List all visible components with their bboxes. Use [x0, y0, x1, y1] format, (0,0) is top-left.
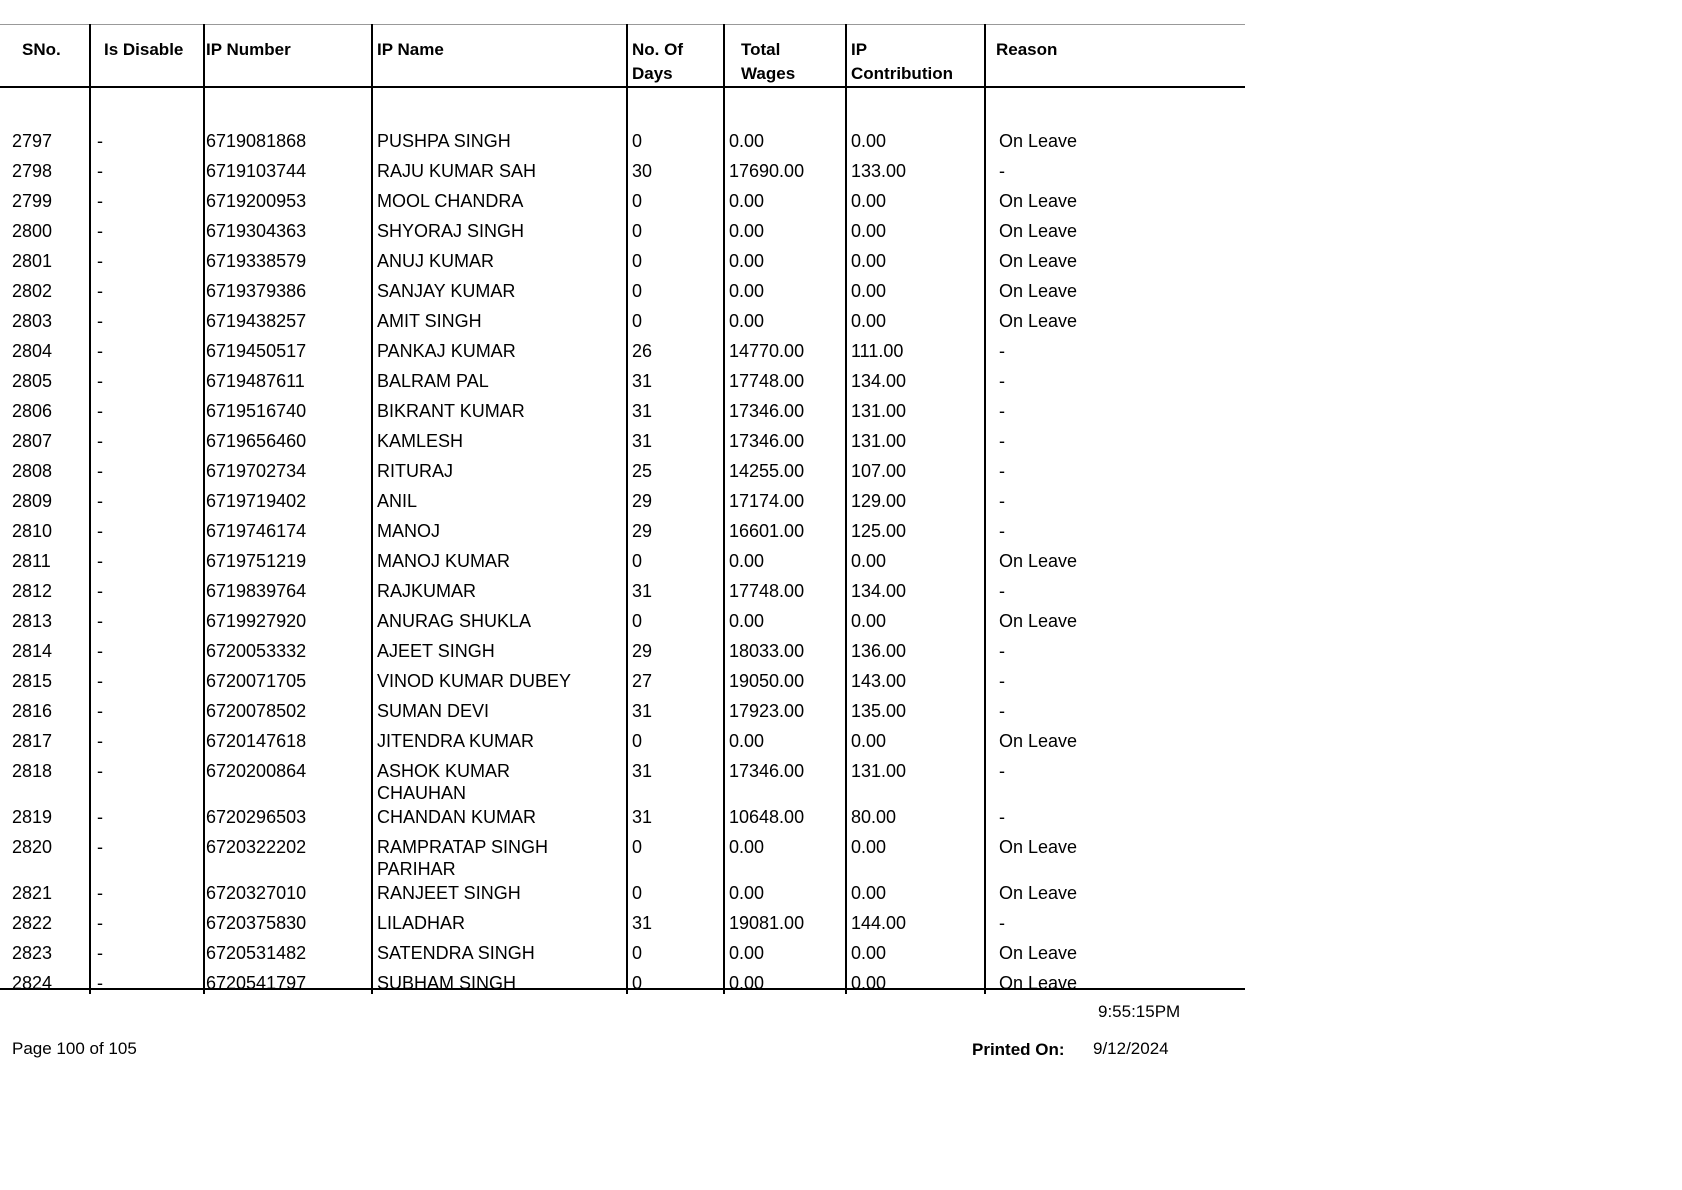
cell-reason: -: [999, 807, 1005, 827]
cell-sno: 2821: [12, 883, 53, 903]
cell-sno: 2810: [12, 521, 53, 541]
cell-days: 26: [632, 341, 653, 361]
cell-wages: 0.00: [729, 221, 765, 241]
cell-reason: -: [999, 671, 1005, 691]
cell-days: 0: [632, 837, 643, 857]
cell-wages: 17923.00: [729, 701, 805, 721]
cell-ip-name: ASHOK KUMAR CHAUHAN: [377, 761, 511, 803]
cell-ip-name: MOOL CHANDRA: [377, 191, 524, 211]
cell-reason: On Leave: [999, 943, 1078, 963]
cell-reason: -: [999, 641, 1005, 661]
column-divider: [203, 24, 205, 994]
cell-wages: 17346.00: [729, 401, 805, 421]
cell-reason: On Leave: [999, 837, 1078, 857]
cell-days: 0: [632, 943, 643, 963]
printed-on-label: Printed On:: [972, 1040, 1065, 1059]
cell-contribution: 0.00: [851, 611, 887, 631]
cell-contribution: 0.00: [851, 837, 887, 857]
cell-ip-number: 6719338579: [206, 251, 307, 271]
cell-reason: -: [999, 371, 1005, 391]
cell-sno: 2818: [12, 761, 53, 781]
cell-ip-number: 6720327010: [206, 883, 307, 903]
cell-sno: 2797: [12, 131, 53, 151]
cell-contribution: 0.00: [851, 973, 887, 993]
cell-ip-name: MANOJ KUMAR: [377, 551, 511, 571]
cell-ip-number: 6719200953: [206, 191, 307, 211]
cell-reason: -: [999, 913, 1005, 933]
cell-sno: 2819: [12, 807, 53, 827]
cell-reason: -: [999, 521, 1005, 541]
cell-ip-name: JITENDRA KUMAR: [377, 731, 535, 751]
cell-ip-name: BIKRANT KUMAR: [377, 401, 525, 421]
cell-sno: 2817: [12, 731, 53, 751]
cell-contribution: 129.00: [851, 491, 907, 511]
cell-ip-number: 6720322202: [206, 837, 307, 857]
cell-contribution: 0.00: [851, 191, 887, 211]
cell-contribution: 0.00: [851, 281, 887, 301]
cell-ip-name: ANURAG SHUKLA: [377, 611, 532, 631]
cell-reason: On Leave: [999, 973, 1078, 993]
cell-contribution: 133.00: [851, 161, 907, 181]
cell-sno: 2800: [12, 221, 53, 241]
cell-wages: 17346.00: [729, 431, 805, 451]
cell-ip-name: AMIT SINGH: [377, 311, 482, 331]
cell-is-disable: -: [97, 341, 103, 361]
cell-ip-number: 6719839764: [206, 581, 307, 601]
cell-sno: 2816: [12, 701, 53, 721]
cell-days: 0: [632, 883, 643, 903]
cell-sno: 2815: [12, 671, 53, 691]
cell-sno: 2802: [12, 281, 53, 301]
cell-contribution: 134.00: [851, 581, 907, 601]
cell-days: 31: [632, 913, 653, 933]
cell-contribution: 0.00: [851, 251, 887, 271]
cell-wages: 17748.00: [729, 581, 805, 601]
cell-days: 0: [632, 311, 643, 331]
cell-wages: 0.00: [729, 973, 765, 993]
cell-days: 29: [632, 491, 653, 511]
cell-is-disable: -: [97, 671, 103, 691]
cell-is-disable: -: [97, 401, 103, 421]
cell-is-disable: -: [97, 551, 103, 571]
printed-date: 9/12/2024: [1093, 1039, 1169, 1058]
cell-ip-name: SANJAY KUMAR: [377, 281, 516, 301]
cell-contribution: 131.00: [851, 431, 907, 451]
cell-days: 0: [632, 281, 643, 301]
cell-days: 31: [632, 401, 653, 421]
cell-days: 31: [632, 581, 653, 601]
cell-sno: 2823: [12, 943, 53, 963]
cell-sno: 2804: [12, 341, 53, 361]
cell-is-disable: -: [97, 761, 103, 781]
cell-ip-name: KAMLESH: [377, 431, 464, 451]
cell-ip-number: 6719516740: [206, 401, 307, 421]
cell-reason: On Leave: [999, 551, 1078, 571]
header-ip-name: IP Name: [377, 40, 444, 59]
cell-wages: 10648.00: [729, 807, 805, 827]
cell-wages: 0.00: [729, 943, 765, 963]
cell-reason: -: [999, 491, 1005, 511]
header-is-disable: Is Disable: [104, 40, 184, 59]
column-divider: [723, 24, 725, 994]
cell-wages: 17346.00: [729, 761, 805, 781]
cell-contribution: 0.00: [851, 131, 887, 151]
cell-is-disable: -: [97, 731, 103, 751]
cell-is-disable: -: [97, 371, 103, 391]
cell-ip-name: ANIL: [377, 491, 418, 511]
cell-is-disable: -: [97, 281, 103, 301]
cell-wages: 19081.00: [729, 913, 805, 933]
cell-days: 27: [632, 671, 653, 691]
cell-reason: On Leave: [999, 883, 1078, 903]
cell-is-disable: -: [97, 973, 103, 993]
cell-days: 31: [632, 761, 653, 781]
header-no-of-days: No. Of Days: [632, 40, 683, 83]
cell-is-disable: -: [97, 581, 103, 601]
cell-contribution: 131.00: [851, 761, 907, 781]
cell-is-disable: -: [97, 837, 103, 857]
cell-ip-name: RANJEET SINGH: [377, 883, 521, 903]
cell-is-disable: -: [97, 491, 103, 511]
cell-wages: 19050.00: [729, 671, 805, 691]
cell-ip-number: 6719450517: [206, 341, 307, 361]
cell-days: 0: [632, 191, 643, 211]
cell-wages: 17748.00: [729, 371, 805, 391]
column-divider: [984, 24, 986, 994]
cell-days: 29: [632, 641, 653, 661]
cell-ip-name: PUSHPA SINGH: [377, 131, 511, 151]
cell-sno: 2814: [12, 641, 53, 661]
cell-contribution: 80.00: [851, 807, 897, 827]
cell-wages: 14770.00: [729, 341, 805, 361]
cell-ip-number: 6720078502: [206, 701, 307, 721]
cell-is-disable: -: [97, 431, 103, 451]
cell-contribution: 0.00: [851, 221, 887, 241]
cell-ip-number: 6719656460: [206, 431, 307, 451]
cell-is-disable: -: [97, 191, 103, 211]
cell-ip-name: RAJU KUMAR SAH: [377, 161, 537, 181]
cell-ip-number: 6719103744: [206, 161, 307, 181]
cell-ip-number: 6720200864: [206, 761, 307, 781]
cell-ip-name: BALRAM PAL: [377, 371, 489, 391]
cell-contribution: 0.00: [851, 311, 887, 331]
cell-contribution: 136.00: [851, 641, 907, 661]
cell-wages: 0.00: [729, 611, 765, 631]
cell-is-disable: -: [97, 221, 103, 241]
cell-contribution: 0.00: [851, 943, 887, 963]
cell-ip-name: LILADHAR: [377, 913, 466, 933]
cell-is-disable: -: [97, 161, 103, 181]
cell-ip-name: CHANDAN KUMAR: [377, 807, 537, 827]
header-reason: Reason: [996, 40, 1058, 59]
column-divider: [89, 24, 91, 994]
cell-is-disable: -: [97, 913, 103, 933]
cell-ip-number: 6719927920: [206, 611, 307, 631]
cell-wages: 0.00: [729, 551, 765, 571]
header-sno: SNo.: [22, 40, 61, 59]
cell-contribution: 135.00: [851, 701, 907, 721]
table-header: [0, 24, 1245, 88]
cell-days: 0: [632, 611, 643, 631]
cell-wages: 0.00: [729, 281, 765, 301]
cell-days: 0: [632, 731, 643, 751]
table-bottom-rule: [0, 988, 1245, 990]
cell-sno: 2806: [12, 401, 53, 421]
cell-days: 0: [632, 251, 643, 271]
cell-reason: On Leave: [999, 131, 1078, 151]
cell-is-disable: -: [97, 311, 103, 331]
cell-reason: On Leave: [999, 731, 1078, 751]
cell-days: 25: [632, 461, 653, 481]
cell-ip-number: 6720541797: [206, 973, 307, 993]
cell-sno: 2811: [12, 551, 51, 571]
cell-sno: 2809: [12, 491, 53, 511]
cell-sno: 2822: [12, 913, 53, 933]
cell-reason: -: [999, 701, 1005, 721]
printed-time: 9:55:15PM: [1098, 1002, 1181, 1021]
cell-ip-name: PANKAJ KUMAR: [377, 341, 516, 361]
cell-reason: On Leave: [999, 251, 1078, 271]
cell-ip-number: 6719702734: [206, 461, 307, 481]
cell-reason: On Leave: [999, 191, 1078, 211]
cell-sno: 2813: [12, 611, 53, 631]
cell-wages: 0.00: [729, 251, 765, 271]
cell-sno: 2801: [12, 251, 53, 271]
cell-days: 0: [632, 221, 643, 241]
cell-contribution: 0.00: [851, 551, 887, 571]
cell-wages: 0.00: [729, 883, 765, 903]
cell-ip-name: RAMPRATAP SINGH PARIHAR: [377, 837, 549, 879]
cell-sno: 2799: [12, 191, 53, 211]
cell-days: 0: [632, 131, 643, 151]
cell-ip-name: RITURAJ: [377, 461, 453, 481]
cell-sno: 2808: [12, 461, 53, 481]
header-ip-contribution: IP Contribution: [851, 40, 953, 83]
cell-reason: On Leave: [999, 221, 1078, 241]
cell-contribution: 144.00: [851, 913, 907, 933]
cell-ip-number: 6719304363: [206, 221, 307, 241]
cell-ip-number: 6719719402: [206, 491, 307, 511]
cell-days: 31: [632, 371, 653, 391]
cell-sno: 2824: [12, 973, 53, 993]
cell-is-disable: -: [97, 701, 103, 721]
cell-ip-name: SATENDRA SINGH: [377, 943, 535, 963]
header-total-wages: Total Wages: [741, 40, 796, 83]
cell-days: 31: [632, 701, 653, 721]
cell-contribution: 143.00: [851, 671, 907, 691]
cell-ip-number: 6720147618: [206, 731, 307, 751]
cell-ip-number: 6720296503: [206, 807, 307, 827]
cell-ip-number: 6720053332: [206, 641, 307, 661]
cell-sno: 2812: [12, 581, 53, 601]
cell-is-disable: -: [97, 521, 103, 541]
cell-days: 0: [632, 973, 643, 993]
cell-ip-number: 6720375830: [206, 913, 307, 933]
cell-ip-number: 6719081868: [206, 131, 307, 151]
cell-contribution: 125.00: [851, 521, 907, 541]
cell-days: 30: [632, 161, 653, 181]
cell-ip-number: 6720531482: [206, 943, 307, 963]
cell-ip-name: SUMAN DEVI: [377, 701, 490, 721]
cell-ip-name: SHYORAJ SINGH: [377, 221, 525, 241]
cell-is-disable: -: [97, 943, 103, 963]
cell-is-disable: -: [97, 251, 103, 271]
cell-is-disable: -: [97, 807, 103, 827]
cell-days: 29: [632, 521, 653, 541]
cell-wages: 18033.00: [729, 641, 805, 661]
cell-is-disable: -: [97, 641, 103, 661]
cell-contribution: 111.00: [851, 341, 904, 361]
cell-sno: 2807: [12, 431, 53, 451]
cell-ip-number: 6719746174: [206, 521, 307, 541]
cell-reason: On Leave: [999, 311, 1078, 331]
cell-ip-number: 6719438257: [206, 311, 307, 331]
cell-ip-number: 6719751219: [206, 551, 307, 571]
cell-contribution: 134.00: [851, 371, 907, 391]
cell-reason: -: [999, 431, 1005, 451]
cell-reason: On Leave: [999, 281, 1078, 301]
cell-reason: -: [999, 761, 1005, 781]
column-divider: [845, 24, 847, 994]
cell-sno: 2798: [12, 161, 53, 181]
cell-reason: -: [999, 161, 1005, 181]
cell-wages: 14255.00: [729, 461, 805, 481]
cell-wages: 0.00: [729, 131, 765, 151]
column-divider: [626, 24, 628, 994]
cell-wages: 0.00: [729, 731, 765, 751]
cell-ip-name: AJEET SINGH: [377, 641, 495, 661]
cell-ip-number: 6720071705: [206, 671, 307, 691]
cell-wages: 0.00: [729, 837, 765, 857]
cell-wages: 0.00: [729, 311, 765, 331]
cell-ip-number: 6719379386: [206, 281, 307, 301]
cell-days: 0: [632, 551, 643, 571]
cell-ip-number: 6719487611: [206, 371, 305, 391]
cell-is-disable: -: [97, 611, 103, 631]
cell-is-disable: -: [97, 461, 103, 481]
cell-is-disable: -: [97, 131, 103, 151]
column-divider: [371, 24, 373, 994]
cell-reason: -: [999, 581, 1005, 601]
cell-ip-name: SUBHAM SINGH: [377, 973, 517, 993]
cell-ip-name: ANUJ KUMAR: [377, 251, 495, 271]
cell-days: 31: [632, 807, 653, 827]
cell-ip-name: MANOJ: [377, 521, 440, 541]
cell-contribution: 107.00: [851, 461, 907, 481]
cell-sno: 2803: [12, 311, 53, 331]
cell-ip-name: RAJKUMAR: [377, 581, 477, 601]
page-number: Page 100 of 105: [12, 1039, 137, 1058]
cell-contribution: 0.00: [851, 883, 887, 903]
header-ip-number: IP Number: [206, 40, 291, 59]
cell-reason: -: [999, 461, 1005, 481]
cell-reason: On Leave: [999, 611, 1078, 631]
cell-contribution: 131.00: [851, 401, 907, 421]
cell-wages: 17690.00: [729, 161, 805, 181]
cell-sno: 2820: [12, 837, 53, 857]
cell-sno: 2805: [12, 371, 53, 391]
cell-wages: 0.00: [729, 191, 765, 211]
cell-is-disable: -: [97, 883, 103, 903]
cell-ip-name: VINOD KUMAR DUBEY: [377, 671, 572, 691]
cell-wages: 17174.00: [729, 491, 805, 511]
cell-reason: -: [999, 401, 1005, 421]
cell-reason: -: [999, 341, 1005, 361]
cell-contribution: 0.00: [851, 731, 887, 751]
cell-days: 31: [632, 431, 653, 451]
cell-wages: 16601.00: [729, 521, 805, 541]
